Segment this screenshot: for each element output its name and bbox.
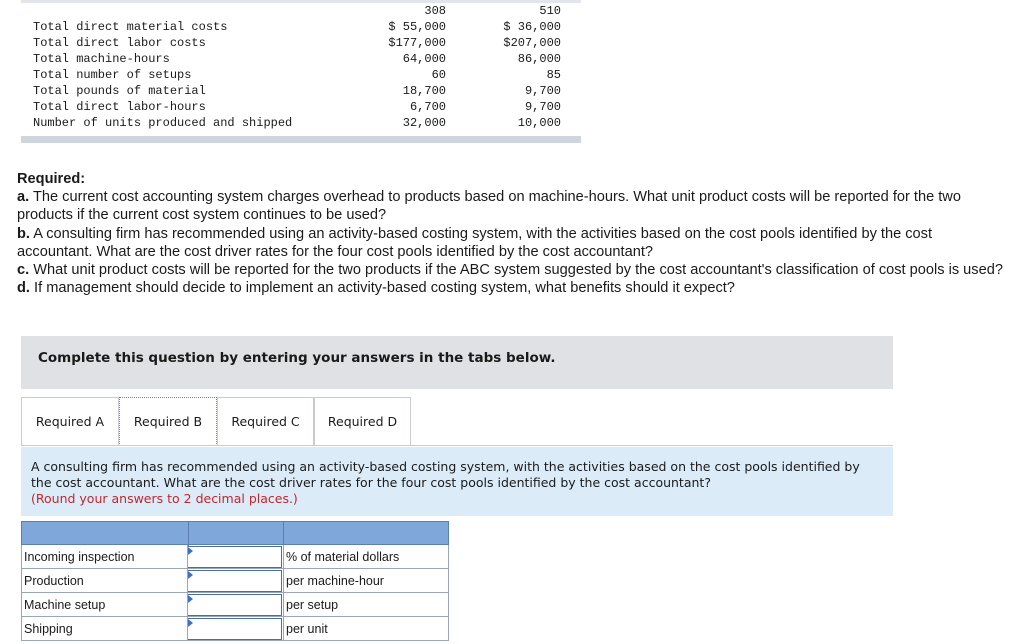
row-label: Total number of setups <box>33 68 192 82</box>
input-marker-icon <box>188 547 193 555</box>
cost-pool-label: Machine setup <box>24 598 106 612</box>
question-box <box>21 447 893 516</box>
row-value-308: 60 <box>431 68 446 82</box>
table-row <box>21 36 581 52</box>
rate-input-machine-setup[interactable] <box>187 594 282 616</box>
table-row <box>21 84 581 100</box>
row-label: Total pounds of material <box>33 84 206 98</box>
input-marker-icon <box>188 619 193 627</box>
row-value-510: $207,000 <box>503 36 561 50</box>
input-marker-icon <box>188 595 193 603</box>
row-label: Total direct labor-hours <box>33 100 206 114</box>
tab-required-a[interactable]: Required A <box>21 397 119 445</box>
instruction-text: Complete this question by entering your answers in the tabs below. <box>38 350 556 366</box>
cost-pool-label: Shipping <box>24 622 73 636</box>
row-value-510: 10,000 <box>517 116 561 130</box>
row-value-308: 64,000 <box>402 52 446 66</box>
tab-required-b[interactable]: Required B <box>119 397 217 446</box>
required-item-a: a. The current cost accounting system charges overhead to products based on machine-hours. What unit product costs will be reported for the two products if the current cost system continues to be used? <box>17 189 961 224</box>
row-value-510: 85 <box>546 68 561 82</box>
cost-pool-label: Production <box>24 574 84 588</box>
answer-table-header <box>21 521 449 545</box>
row-value-308: $177,000 <box>388 36 446 50</box>
driver-unit-label: per machine-hour <box>286 574 384 588</box>
table-row <box>21 20 581 36</box>
answer-row-shipping <box>21 617 449 641</box>
required-heading: Required: <box>17 171 86 187</box>
rounding-note: (Round your answers to 2 decimal places.) <box>31 490 298 506</box>
column-header-308: 308 <box>424 4 446 18</box>
row-value-308: 32,000 <box>402 116 446 130</box>
rate-input-production[interactable] <box>187 570 282 592</box>
answer-row-machine-setup <box>21 593 449 617</box>
instruction-bar <box>21 336 893 389</box>
row-label: Number of units produced and shipped <box>33 116 293 130</box>
row-value-308: $ 55,000 <box>388 20 446 34</box>
answer-row-production <box>21 569 449 593</box>
tab-required-c[interactable]: Required C <box>217 397 314 445</box>
header-divider <box>188 522 189 546</box>
row-value-308: 18,700 <box>402 84 446 98</box>
table-row <box>21 100 581 116</box>
driver-unit-label: per unit <box>286 622 328 636</box>
rate-input-shipping[interactable] <box>187 618 282 640</box>
column-header-510: 510 <box>539 4 561 18</box>
driver-unit-label: per setup <box>286 598 339 612</box>
row-value-308: 6,700 <box>409 100 446 114</box>
driver-unit-label: % of material dollars <box>286 550 400 564</box>
header-divider <box>283 522 284 546</box>
row-label: Total direct labor costs <box>33 36 206 50</box>
tab-required-d[interactable]: Required D <box>314 397 411 445</box>
tab-divider <box>21 445 893 446</box>
table-top-rule <box>21 0 581 3</box>
required-item-b: b. A consulting firm has recommended using an activity-based costing system, with the activities based on the cost pools identified by the cost accountant. What are the cost driver rates for the four cost pools identified by the cost accountant? <box>17 225 933 260</box>
row-label: Total machine-hours <box>33 52 170 66</box>
table-row <box>21 116 581 132</box>
row-value-510: $ 36,000 <box>503 20 561 34</box>
row-value-510: 86,000 <box>517 52 561 66</box>
input-marker-icon <box>188 571 193 579</box>
column-header-row <box>21 4 581 20</box>
table-row <box>21 68 581 84</box>
required-item-d: d. If management should decide to implement an activity-based costing system, what benefits should it expect? <box>17 280 735 297</box>
required-item-c: c. What unit product costs will be reported for the two products if the ABC system suggested by the cost accountant's classification of cost pools is used? <box>17 262 1003 279</box>
question-text: A consulting firm has recommended using an activity-based costing system, with the activities based on the cost pools identified by the cost accountant. What are the cost driver rates for the four cost pools identified by the cost accountant? <box>31 459 860 490</box>
answer-row-incoming-inspection <box>21 545 449 569</box>
cost-pool-label: Incoming inspection <box>24 550 135 564</box>
row-value-510: 9,700 <box>524 100 561 114</box>
table-bottom-rule <box>21 136 581 143</box>
row-label: Total direct material costs <box>33 20 228 34</box>
required-section <box>17 170 1007 297</box>
table-row <box>21 52 581 68</box>
rate-input-incoming-inspection[interactable] <box>187 546 282 568</box>
row-value-510: 9,700 <box>524 84 561 98</box>
